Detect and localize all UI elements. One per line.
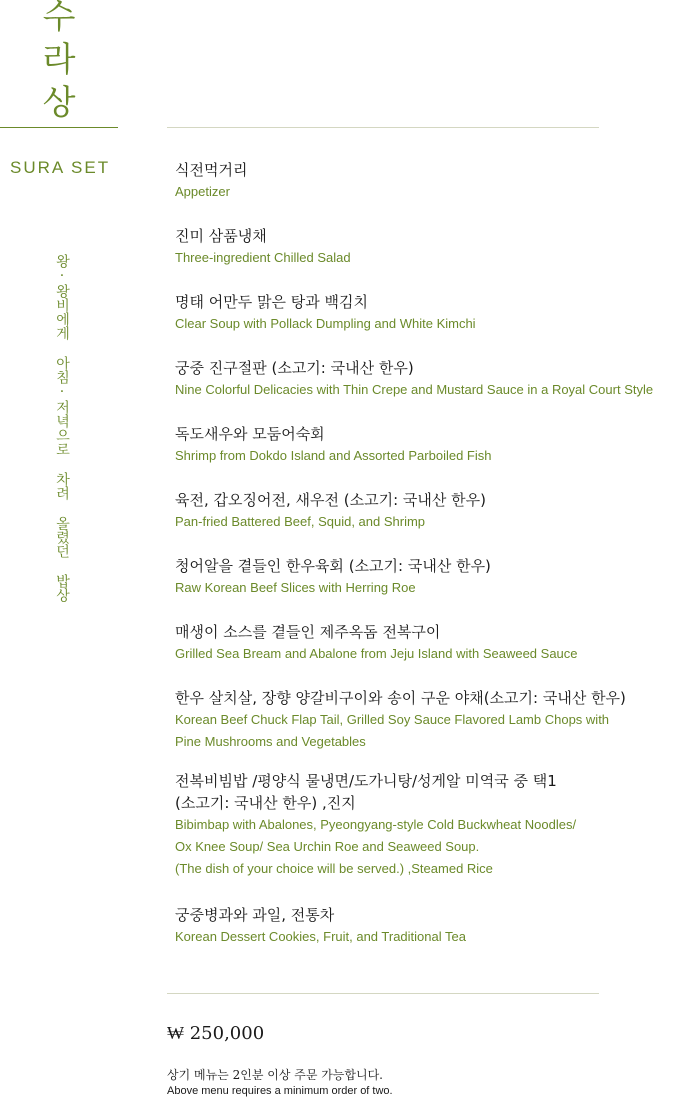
menu-item <box>175 291 700 357</box>
menu-item-korean: 궁중 진구절판 (소고기: 국내산 한우) <box>175 359 414 377</box>
menu-item <box>175 770 700 904</box>
menu-item-korean: 독도새우와 모둠어숙회 <box>175 425 325 443</box>
menu-item-korean: 한우 살치살, 장향 양갈비구이와 송이 구운 야채(소고기: 국내산 한우) <box>175 689 626 707</box>
menu-item-english: Korean Dessert Cookies, Fruit, and Traditional Tea <box>175 929 466 944</box>
menu-item-english: Appetizer <box>175 184 230 199</box>
menu-item-english: Three-ingredient Chilled Salad <box>175 250 351 265</box>
menu-title <box>24 0 94 125</box>
menu-item-english: Clear Soup with Pollack Dumpling and White Kimchi <box>175 316 476 331</box>
menu-item-korean: (소고기: 국내산 한우) ,진지 <box>175 794 356 812</box>
menu-item-korean: 궁중병과와 과일, 전통차 <box>175 906 335 924</box>
menu-item <box>175 423 700 489</box>
menu-item-korean: 청어알을 곁들인 한우육회 (소고기: 국내산 한우) <box>175 557 491 575</box>
title-char: 라 <box>42 40 76 80</box>
menu-list <box>175 159 700 970</box>
menu-item-english: (The dish of your choice will be served.) ,Steamed Rice <box>175 861 493 876</box>
order-note-english: Above menu requires a minimum order of two. <box>167 1085 393 1097</box>
menu-item <box>175 687 700 770</box>
menu-item-english: Shrimp from Dokdo Island and Assorted Parboiled Fish <box>175 448 492 463</box>
order-note-korean: 상기 메뉴는 2인분 이상 주문 가능합니다. <box>167 1068 383 1082</box>
menu-item <box>175 555 700 621</box>
menu-item-english: Ox Knee Soup/ Sea Urchin Roe and Seaweed Soup. <box>175 839 480 854</box>
menu-item <box>175 489 700 555</box>
menu-item <box>175 159 700 225</box>
menu-item-korean: 식전먹거리 <box>175 161 248 179</box>
title-char: 상 <box>42 83 76 123</box>
menu-item-korean: 진미 삼품냉채 <box>175 227 267 245</box>
menu-item-english: Raw Korean Beef Slices with Herring Roe <box>175 580 416 595</box>
top-divider <box>167 127 599 128</box>
menu-item-english: Nine Colorful Delicacies with Thin Crepe and Mustard Sauce in a Royal Court Style <box>175 382 654 397</box>
left-divider <box>0 127 118 128</box>
title-char: 수 <box>42 0 76 37</box>
price: ₩ 250,000 <box>167 1023 265 1044</box>
menu-item-english: Korean Beef Chuck Flap Tail, Grilled Soy Sauce Flavored Lamb Chops with <box>175 712 610 727</box>
set-label: SURA SET <box>10 158 111 177</box>
menu-item-english: Bibimbap with Abalones, Pyeongyang-style Cold Buckwheat Noodles/ <box>175 817 577 832</box>
menu-item <box>175 904 700 970</box>
vertical-subtitle: 왕·왕비에게 아침·저녁으로 차려 올렸던 밥상 <box>54 254 70 602</box>
menu-item <box>175 357 700 423</box>
menu-item-english: Pan-fried Battered Beef, Squid, and Shrimp <box>175 514 426 529</box>
menu-item <box>175 225 700 291</box>
menu-item-korean: 육전, 갑오징어전, 새우전 (소고기: 국내산 한우) <box>175 491 486 509</box>
menu-item-english: Pine Mushrooms and Vegetables <box>175 734 366 749</box>
menu-item <box>175 621 700 687</box>
bottom-divider <box>167 993 599 994</box>
menu-item-english: Grilled Sea Bream and Abalone from Jeju Island with Seaweed Sauce <box>175 646 578 661</box>
menu-item-korean: 명태 어만두 맑은 탕과 백김치 <box>175 293 368 311</box>
menu-item-korean: 전복비빔밥 /평양식 물냉면/도가니탕/성게알 미역국 중 택1 <box>175 772 557 790</box>
menu-item-korean: 매생이 소스를 곁들인 제주옥돔 전복구이 <box>175 623 441 641</box>
